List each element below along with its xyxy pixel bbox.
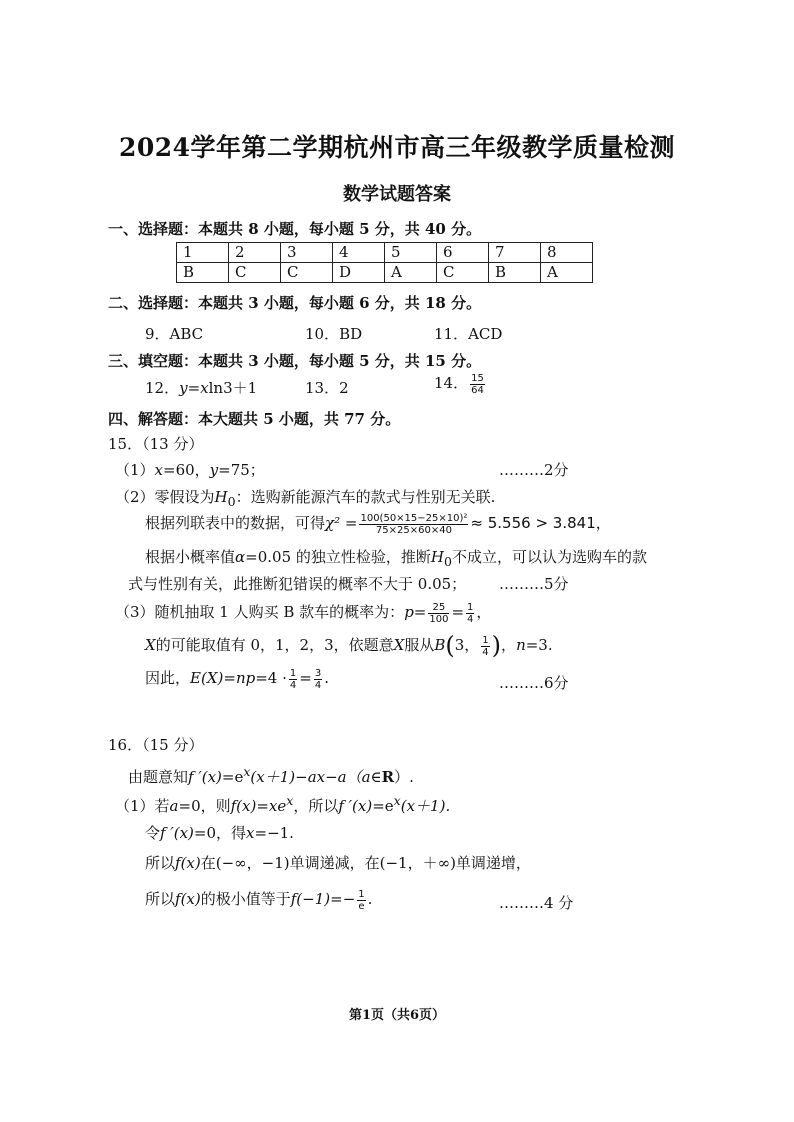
text: ， [501, 636, 517, 654]
page-title: 2024学年第二学期杭州市高三年级教学质量检测 [118, 133, 676, 162]
var-X: X [145, 636, 156, 654]
expr: =xe [256, 797, 287, 815]
paren: ) [491, 631, 502, 660]
text: ：选购新能源汽车的款式与性别无关联. [235, 488, 496, 506]
frac-den: 4 [289, 679, 297, 691]
expr: (x＋1)−ax−a（a∈ [250, 768, 382, 786]
q15-expectation [145, 667, 329, 691]
text: 3， [454, 636, 480, 654]
table-cell: 6 [437, 243, 489, 263]
expr: (x＋1). [400, 797, 451, 815]
answer-14 [434, 372, 487, 396]
answer-table [176, 242, 593, 283]
subscript: 0 [444, 554, 452, 569]
q16-header: 16．（15 分） [108, 736, 204, 754]
text: 服从 [404, 636, 435, 654]
page-subtitle: 数学试题答案 [343, 184, 451, 205]
fraction [314, 668, 322, 691]
text: = [299, 669, 312, 687]
q15-part2 [115, 486, 495, 509]
frac-num: 25 [428, 602, 449, 614]
q14-fraction [470, 373, 485, 396]
text: =60， [163, 461, 210, 479]
q16-score-1: ………4 分 [499, 894, 574, 912]
table-cell: B [489, 263, 541, 283]
var-p: p [404, 603, 414, 621]
expr-np: np [235, 669, 256, 687]
table-cell: 8 [541, 243, 593, 263]
frac-num: 15 [471, 372, 484, 384]
expr: f(−1) [290, 890, 331, 908]
frac-den: 100 [429, 613, 449, 625]
text: =4 · [255, 669, 287, 687]
answer-11: 11．ACD [434, 325, 503, 343]
text: 令 [145, 824, 161, 842]
q15-part3 [115, 601, 491, 625]
page-footer: 第1页（共6页） [348, 1008, 446, 1023]
expr: f ′(x) [160, 824, 194, 842]
text: =e [372, 797, 394, 815]
table-cell: C [281, 263, 333, 283]
section-4-heading: 四、解答题：本大题共 5 小题，共 77 分。 [108, 410, 401, 428]
var-B: B [434, 636, 446, 654]
text: ≈ 5.556 > 3.841， [470, 514, 611, 532]
table-cell: D [333, 263, 385, 283]
frac-den: 4 [467, 613, 474, 625]
frac-num: 1 [358, 888, 365, 900]
text: = [223, 669, 236, 687]
frac-den: 4 [482, 646, 489, 658]
table-cell: C [437, 263, 489, 283]
subscript: 0 [227, 494, 236, 509]
text: ）. [394, 768, 414, 786]
text: 所以 [145, 854, 176, 872]
q15-score-2: ………5分 [499, 575, 569, 593]
text: ，所以 [293, 797, 339, 815]
var-alpha: α [235, 548, 246, 566]
table-cell: 3 [281, 243, 333, 263]
text: 根据列联表中的数据，可得 [145, 514, 326, 532]
var-a: a [169, 797, 179, 815]
frac-num: 100(50×15−25×10)² [360, 512, 468, 524]
text: . [324, 669, 329, 687]
superscript: x [286, 793, 294, 808]
var-H: H [430, 548, 444, 566]
q12-y: y [179, 379, 188, 397]
q15-score-3: ………6分 [499, 674, 569, 692]
table-cell: 4 [333, 243, 385, 263]
q12-rest: ln3＋1 [208, 379, 258, 397]
text: 所以 [145, 890, 176, 908]
frac-den: 4 [314, 679, 322, 691]
var-X: X [393, 636, 405, 654]
text: =0，则 [178, 797, 231, 815]
text: （1）若 [115, 797, 170, 815]
chi-symbol: χ² = [325, 514, 358, 532]
table-cell: C [229, 263, 281, 283]
text: = [451, 603, 465, 621]
q14-num: 14． [434, 374, 469, 392]
q12-num: 12． [145, 379, 180, 397]
fraction [466, 602, 474, 625]
chi-fraction [359, 513, 468, 536]
answer-9: 9．ABC [145, 325, 204, 343]
expr: f ′(x) [338, 797, 373, 815]
fraction [289, 668, 297, 691]
frac-num: 1 [482, 634, 489, 646]
q15-score-1: ………2分 [499, 461, 569, 479]
q16-critical-point [145, 822, 294, 843]
text: 根据小概率值 [145, 548, 236, 566]
q15-conclusion: 式与性别有关，此推断犯错误的概率不大于 0.05； [128, 575, 467, 593]
section-2-heading: 二、选择题：本题共 3 小题，每小题 6 分，共 18 分。 [108, 294, 482, 312]
q15-distribution [145, 631, 553, 660]
text: = [413, 603, 427, 621]
frac-den: 75×25×60×40 [375, 524, 452, 536]
q15-header: 15．（13 分） [108, 435, 204, 453]
label: （1） [115, 461, 155, 479]
text: 因此， [145, 669, 191, 687]
q15-part1 [115, 459, 265, 480]
var-y: y [209, 461, 219, 479]
var-H: H [214, 488, 228, 506]
table-cell: 2 [229, 243, 281, 263]
answer-13: 13．2 [305, 379, 349, 397]
q16-derivative [128, 764, 414, 787]
text: =e [221, 768, 244, 786]
frac-den: 64 [471, 384, 484, 396]
text: =0，得 [193, 824, 247, 842]
text: 不成立，可以认为选购车的款 [451, 548, 647, 566]
q12-eq: = [187, 379, 201, 397]
frac-den: e [358, 900, 365, 912]
text: （3）随机抽取 1 人购买 B 款车的概率为： [115, 603, 405, 621]
var-x: x [154, 461, 164, 479]
expr: f(x) [230, 797, 257, 815]
answer-12 [145, 377, 257, 398]
text: ， [476, 603, 492, 621]
table-cell: 1 [177, 243, 229, 263]
frac-num: 3 [314, 667, 322, 679]
text: 由题意知 [128, 768, 189, 786]
q12-x: x [200, 379, 209, 397]
paren: ( [445, 631, 455, 660]
text: =3. [525, 636, 553, 654]
text: 的可能取值有 0，1，2，3，依题意 [155, 636, 394, 654]
table-cell: 7 [489, 243, 541, 263]
expr: f(x) [175, 854, 201, 872]
q16-part1 [115, 793, 450, 816]
fraction [481, 635, 489, 658]
text: . [367, 890, 373, 908]
table-cell: 5 [385, 243, 437, 263]
q16-monotonic [145, 852, 531, 873]
fraction [428, 602, 449, 625]
q16-minimum [145, 888, 372, 912]
text: 在(−∞，−1)单调递减，在(−1，＋∞)单调递增， [200, 854, 531, 872]
expr: f ′(x) [188, 768, 222, 786]
text: （2）零假设为 [115, 488, 215, 506]
table-row-answers [177, 263, 593, 283]
table-cell: A [541, 263, 593, 283]
var-n: n [516, 636, 526, 654]
text: =0.05 的独立性检验，推断 [245, 548, 431, 566]
table-row-numbers [177, 243, 593, 263]
expr-E: E(X) [190, 669, 224, 687]
frac-num: 1 [467, 601, 474, 613]
text: =− [330, 890, 356, 908]
text: =75； [218, 461, 265, 479]
table-cell: A [385, 263, 437, 283]
q15-chi-line [145, 512, 611, 536]
frac-num: 1 [289, 667, 297, 679]
section-3-heading: 三、填空题：本题共 3 小题，每小题 5 分，共 15 分。 [108, 352, 482, 370]
var-x: x [246, 824, 255, 842]
q15-alpha-line [145, 546, 647, 569]
fraction [357, 889, 365, 912]
section-1-heading: 一、选择题：本题共 8 小题，每小题 5 分，共 40 分。 [108, 220, 482, 238]
reals-symbol: R [381, 768, 395, 786]
table-cell: B [177, 263, 229, 283]
superscript: x [243, 764, 251, 779]
text: =−1. [254, 824, 294, 842]
answer-10: 10．BD [305, 325, 363, 343]
expr: f(x) [175, 890, 201, 908]
superscript: x [393, 793, 401, 808]
text: 的极小值等于 [200, 890, 291, 908]
